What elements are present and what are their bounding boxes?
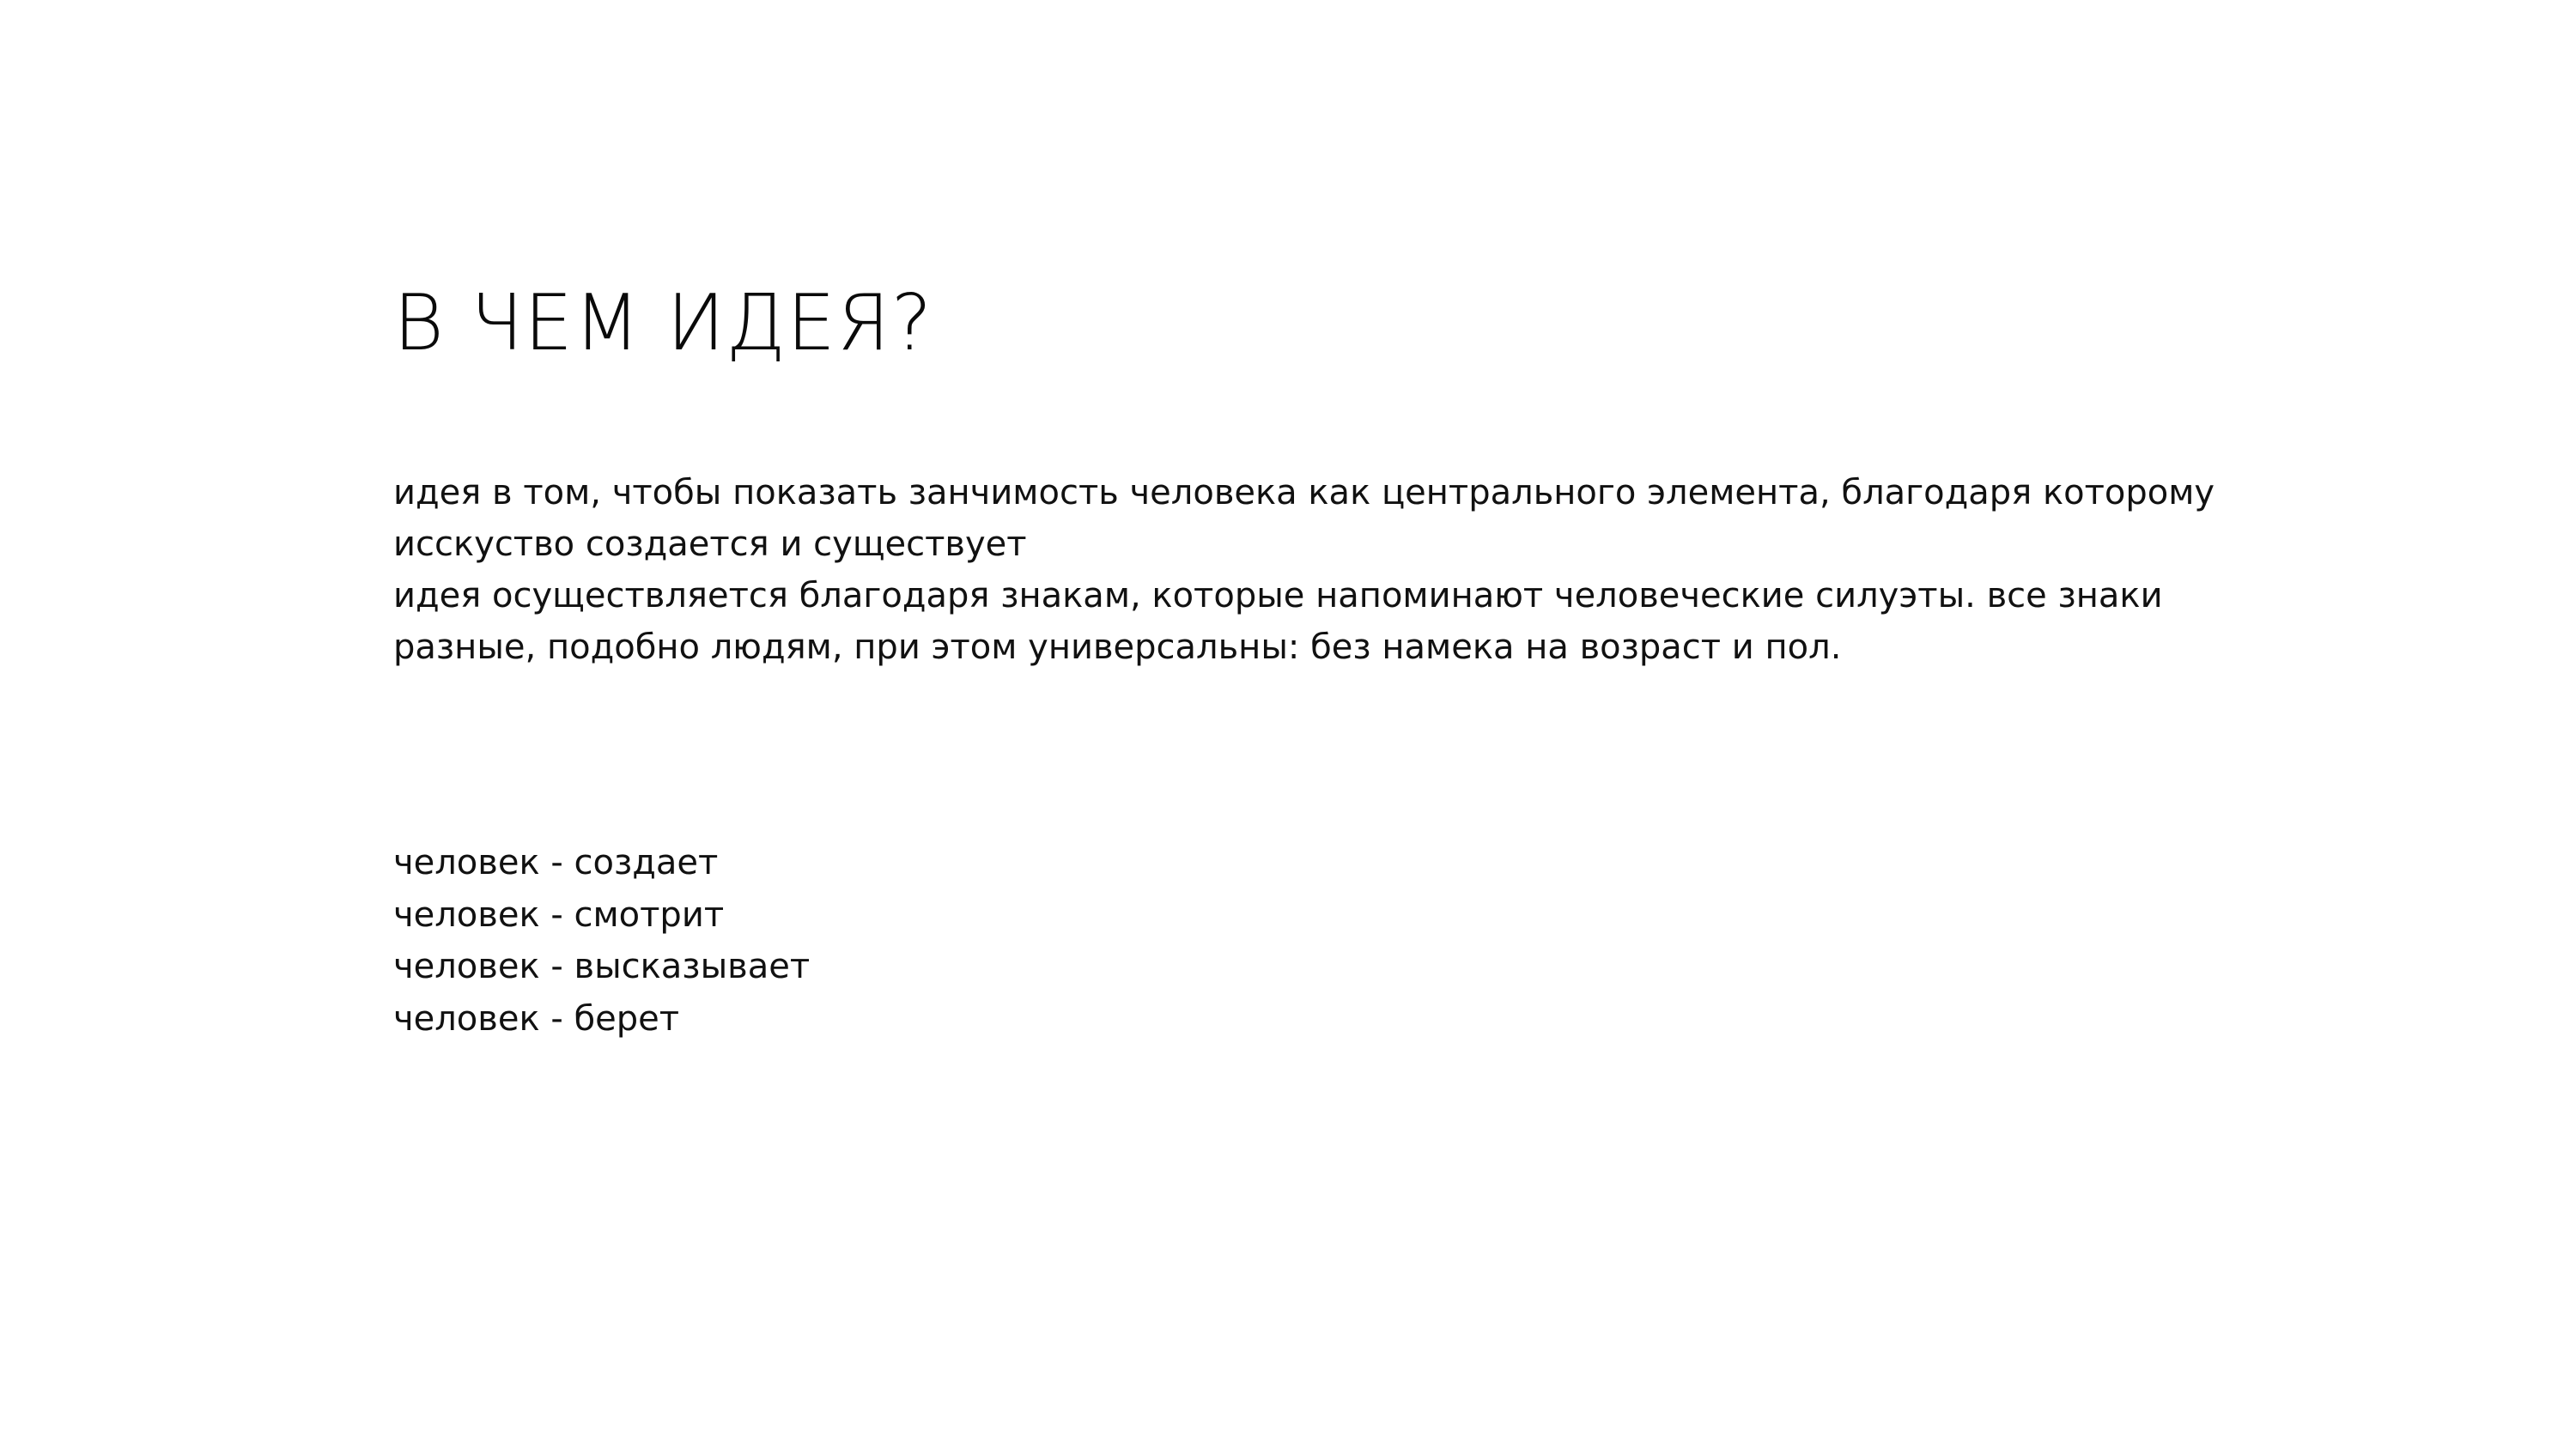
description-line: идея в том, чтобы показать занчимость человека как центрального элемента, благодаря которому xyxy=(393,473,2215,512)
list-item: человек - высказывает xyxy=(393,947,811,986)
list-item: человек - создает xyxy=(393,843,719,882)
description-line: разные, подобно людям, при этом универсальны: без намека на возраст и пол. xyxy=(393,627,1842,667)
slide-title: В ЧЕМ ИДЕЯ? xyxy=(393,278,933,368)
list-item: человек - берет xyxy=(393,998,680,1039)
human-actions-list xyxy=(393,837,810,1045)
idea-description xyxy=(393,467,2368,673)
list-item: человек - смотрит xyxy=(393,894,725,935)
description-line: идея осуществляется благодаря знакам, которые напоминают человеческие силуэты. все знаки xyxy=(393,576,2163,615)
description-line: исскуство создается и существует xyxy=(393,524,1027,564)
